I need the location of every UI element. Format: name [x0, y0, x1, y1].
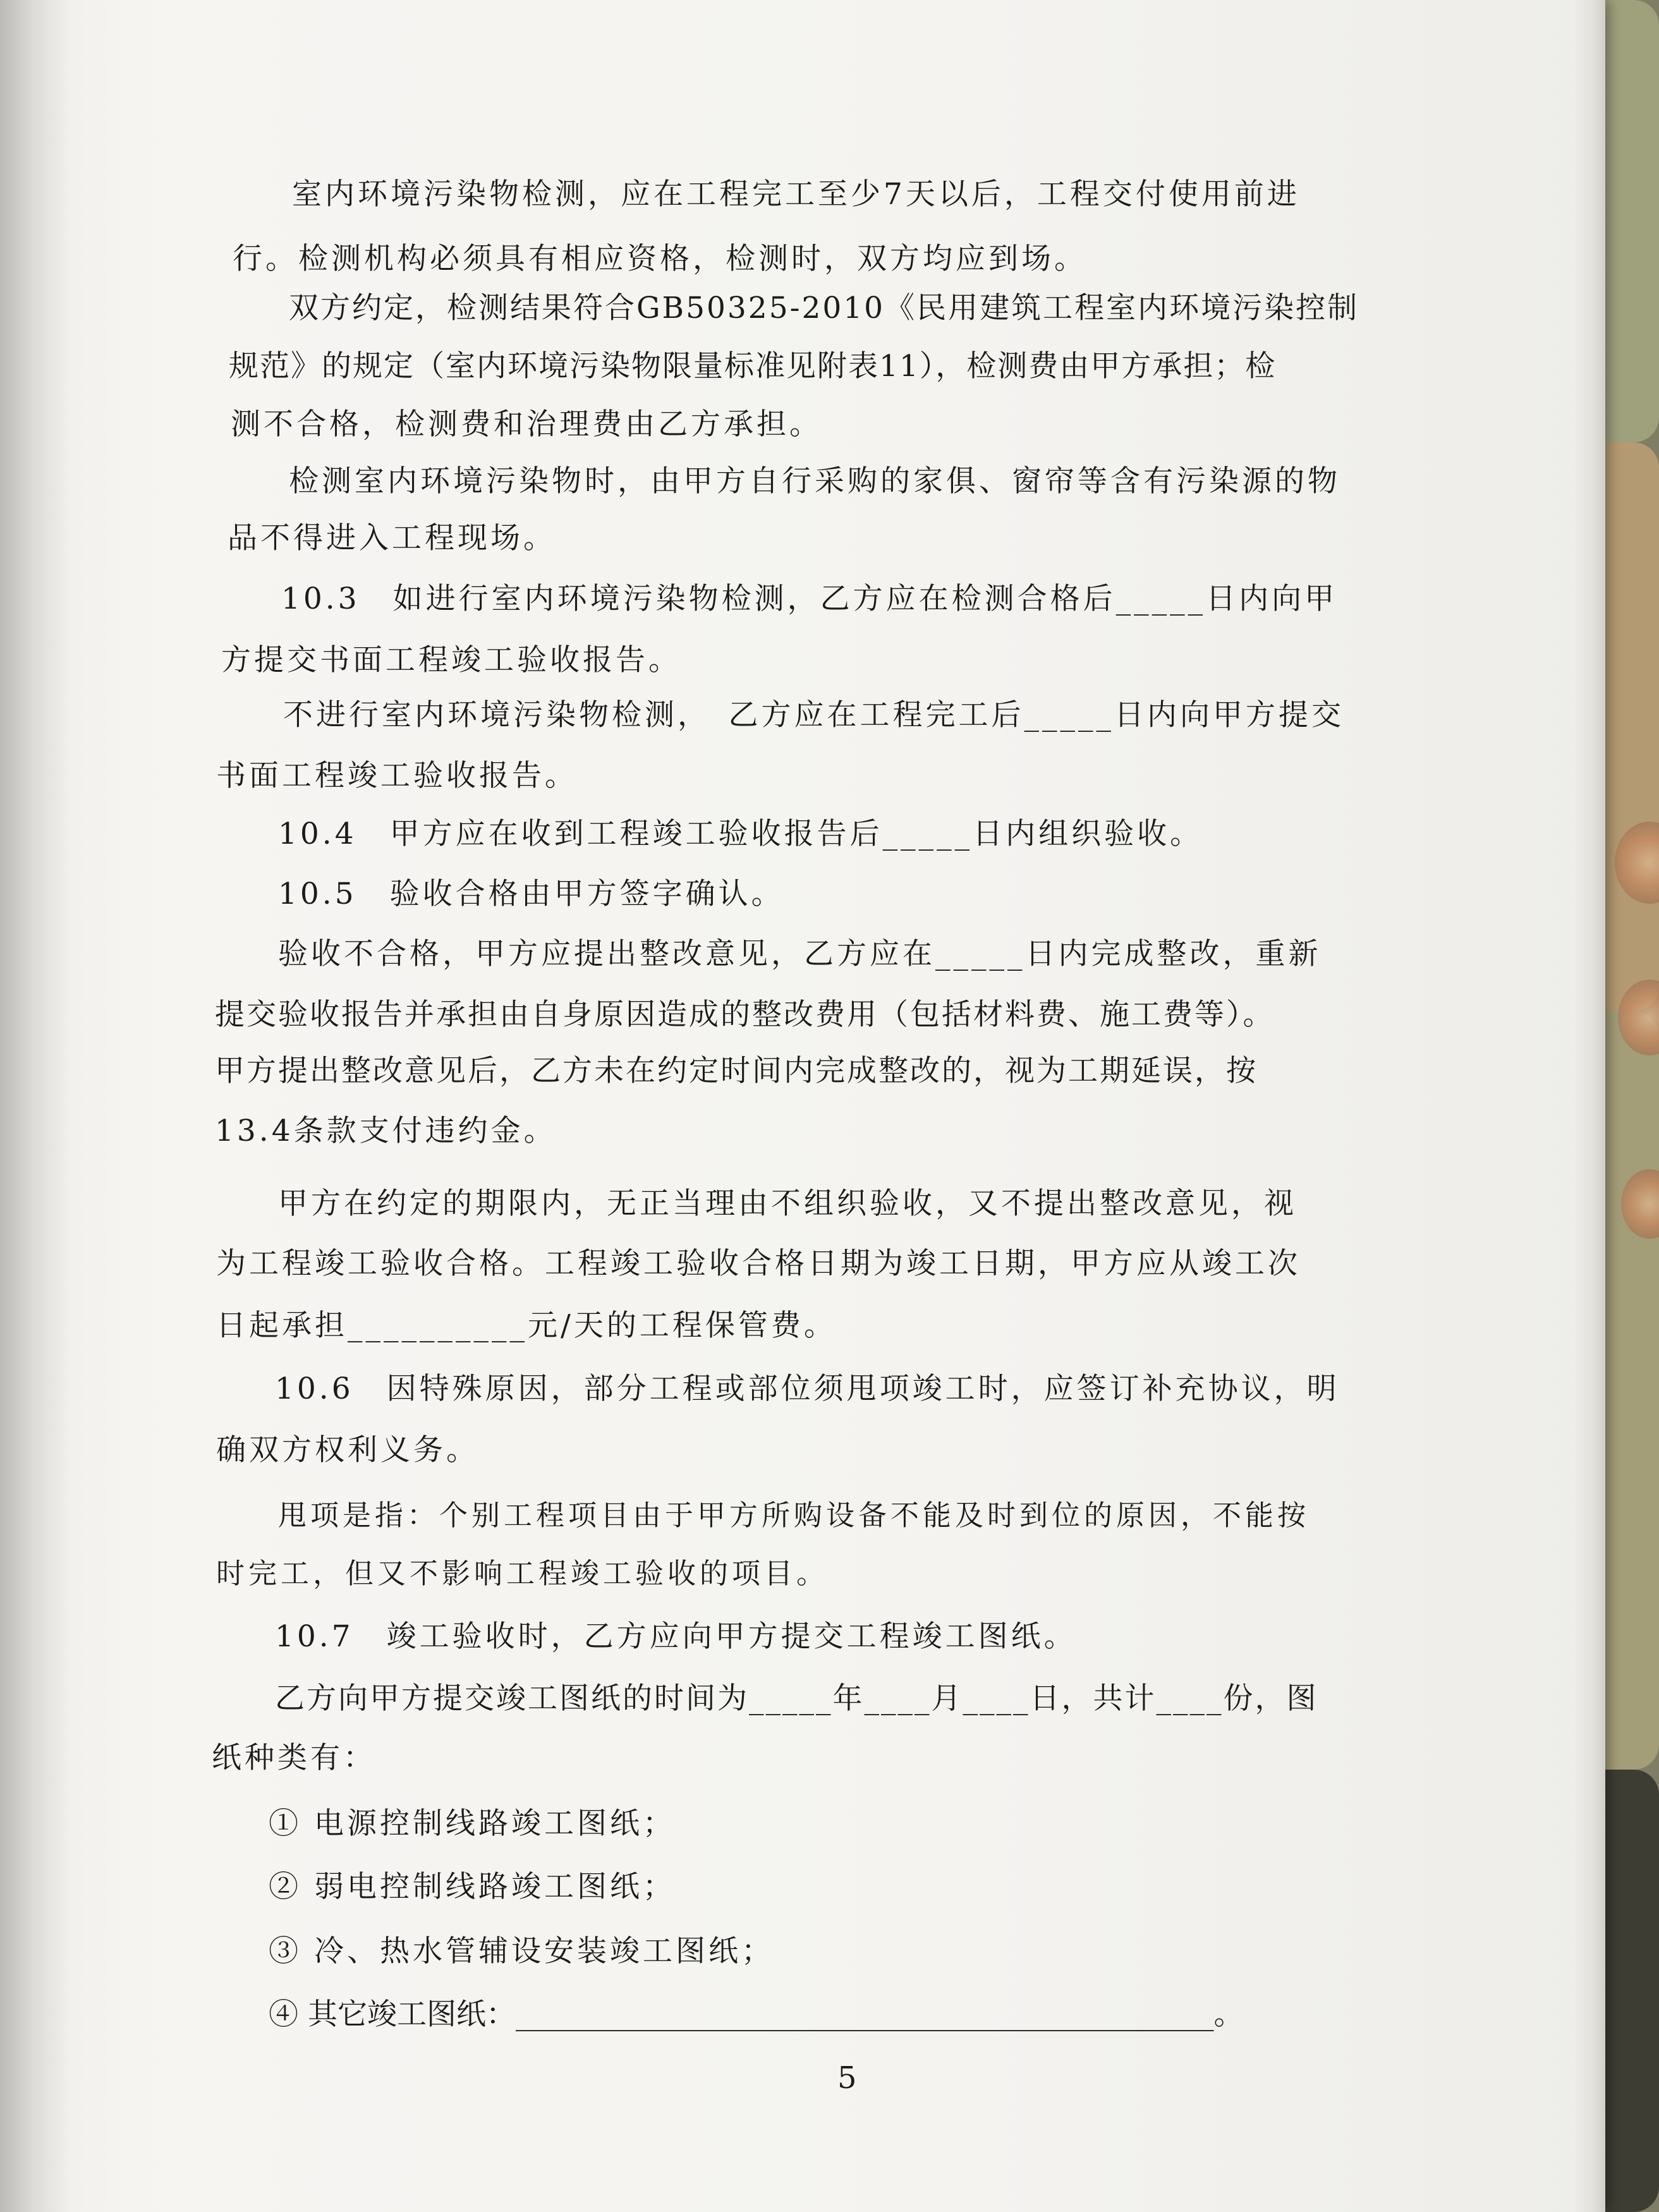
text-line: 双方约定，检测结果符合GB50325-2010《民用建筑工程室内环境污染控制	[289, 291, 1359, 325]
text-line: 室内环境污染物检测，应在工程完工至少7天以后，工程交付使用前进	[292, 177, 1300, 212]
text-line: ③ 冷、热水管辅设安装竣工图纸；	[269, 1934, 774, 1969]
text-line: 提交验收报告并承担由自身原因造成的整改费用（包括材料费、施工费等）。	[215, 997, 1275, 1032]
text-line: 检测室内环境污染物时，由甲方自行采购的家俱、窗帘等含有污染源的物	[289, 464, 1340, 499]
text-line: 不进行室内环境污染物检测， 乙方应在工程完工后_____日内向甲方提交	[283, 698, 1344, 732]
text-line: 13.4条款支付违约金。	[215, 1114, 557, 1148]
page-number: 5	[837, 2060, 857, 2096]
text-line: 甲方在约定的期限内，无正当理由不组织验收，又不提出整改意见，视	[278, 1186, 1297, 1221]
text-line: ① 电源控制线路竣工图纸；	[269, 1806, 676, 1841]
text-line: 为工程竣工验收合格。工程竣工验收合格日期为竣工日期，甲方应从竣工次	[216, 1246, 1301, 1281]
text-line: 方提交书面工程竣工验收报告。	[221, 643, 681, 678]
text-line: 10.3 如进行室内环境污染物检测，乙方应在检测合格后_____日内向甲	[281, 581, 1338, 616]
text-line: 10.7 竣工验收时，乙方应向甲方提交工程竣工图纸。	[275, 1619, 1077, 1654]
text-line: 规范》的规定（室内环境污染物限量标准见附表11），检测费由甲方承担；检	[229, 349, 1277, 384]
text-line: 甲方提出整改意见后，乙方未在约定时间内完成整改的，视为工期延误，按	[215, 1054, 1258, 1088]
page-binding-shadow	[0, 0, 70, 2212]
text-line: 日起承担__________元/天的工程保管费。	[216, 1308, 837, 1343]
text-line: 时完工，但又不影响工程竣工验收的项目。	[216, 1557, 829, 1590]
text-line: 确双方权利义务。	[216, 1433, 479, 1468]
text-line: ② 弱电控制线路竣工图纸；	[269, 1869, 676, 1904]
text-line: 纸种类有：	[212, 1741, 376, 1775]
text-line: 10.4 甲方应在收到工程竣工验收报告后_____日内组织验收。	[278, 817, 1203, 851]
text-line: 验收不合格，甲方应提出整改意见，乙方应在_____日内完成整改，重新	[278, 937, 1322, 971]
text-line: 10.5 验收合格由甲方签字确认。	[278, 877, 784, 911]
text-line: 10.6 因特殊原因，部分工程或部位须甩项竣工时，应签订补充协议，明	[275, 1371, 1340, 1406]
text-line: 行。检测机构必须具有相应资格，检测时，双方均应到场。	[233, 241, 1087, 276]
text-line: 测不合格，检测费和治理费由乙方承担。	[231, 407, 822, 442]
page-edge-shadow	[1574, 0, 1605, 2212]
text-line: 书面工程竣工验收报告。	[216, 758, 578, 793]
text-line: ④ 其它竣工图纸：_______________________________________________。	[269, 1997, 1244, 2032]
text-line: 品不得进入工程现场。	[228, 521, 556, 556]
text-line: 甩项是指：个别工程项目由于甲方所购设备不能及时到位的原因，不能按	[278, 1498, 1310, 1532]
text-line: 乙方向甲方提交竣工图纸的时间为_____年____月____日，共计____份，图	[275, 1681, 1318, 1716]
